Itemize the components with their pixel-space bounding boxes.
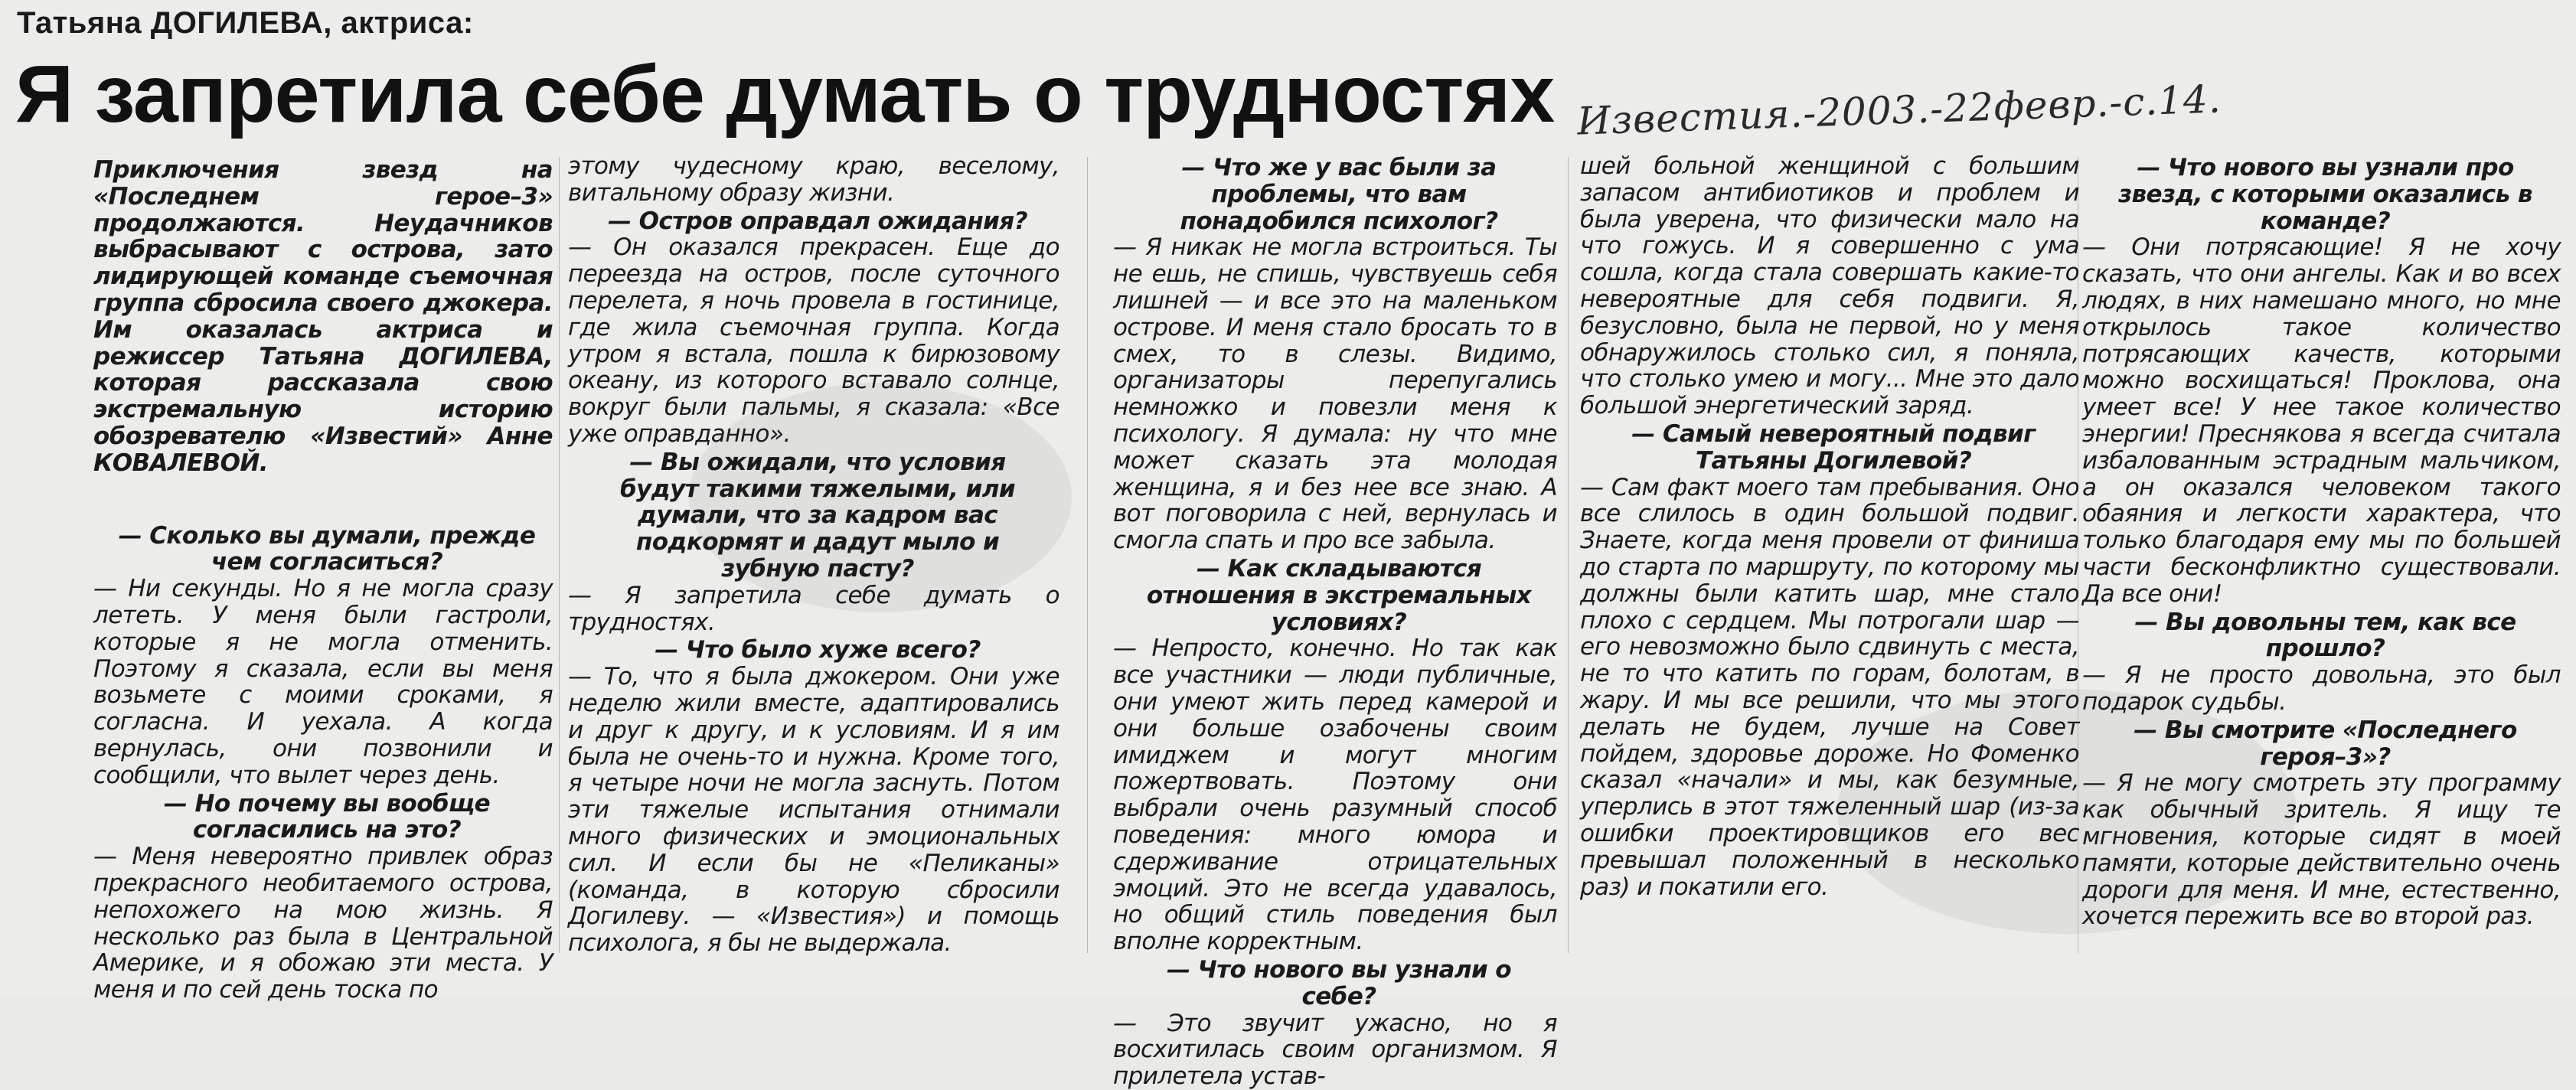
column-1 bbox=[93, 157, 553, 1004]
column-5 bbox=[2082, 153, 2561, 930]
answer: — Я никак не могла встроиться. Ты не ешь, не спишь, чувствуешь себя лишней — и все это на маленьком острове. И меня стало бросать то в смех, то в слезы. Видимо, организаторы перепугались немножко и повезли меня к психологу. Я думала: ну что мне может сказать эта молодая женщина, я и без нее все знаю. А вот поговорила с ней, вернулась и смогла спать и про все забыла. bbox=[1113, 233, 1557, 555]
answer: — Я не просто довольна, это был подарок судьбы. bbox=[2082, 661, 2561, 716]
answer: — Меня невероятно привлек образ прекрасного необитаемого острова, непохожего на мою жизнь. Я несколько раз была в Центральной Америке, и я обожаю эти места. У меня и по сей день тоска по bbox=[93, 843, 553, 1004]
question: — Сколько вы думали, прежде чем согласиться? bbox=[118, 521, 536, 576]
answer: — Я не могу смотреть эту программу как обычный зритель. Я ищу те мгновения, которые сидят в моей памяти, которые действительно очень дороги для меня. И мне, естественно, хочется пережить все во второй раз. bbox=[2082, 769, 2561, 931]
answer: — Ни секунды. Но я не могла сразу лететь. У меня были гастроли, которые я не могла отменить. Поэтому я сказала, если вы меня возьмете с моими сроками, я согласна. И уехала. А когда вернулась, они позвонили и сообщили, что вылет через день. bbox=[93, 575, 553, 789]
question: — Вы ожидали, что условия будут такими тяжелыми, или думали, что за кадром вас подкормят и дадут мыло и зубную пасту? bbox=[619, 448, 1016, 583]
answer: — Они потрясающие! Я не хочу сказать, что они ангелы. Как и во всех людях, в них намешано много, но мне открылось такое количество потрясающих качеств, которыми можно восхищаться! Проклова, она умеет все! У нее такое количество энергии! Преснякова я всегда считала избалованным эстрадным мальчиком, а он оказался человеком такого обаяния и легкости характера, что только благодаря ему мы по большей части бесконфликтно существовали. Да все они! bbox=[2082, 233, 2561, 608]
article-header bbox=[17, 6, 474, 41]
column-rule bbox=[1087, 157, 1088, 953]
question: — Самый невероятный подвиг Татьяны Догилевой? bbox=[1631, 419, 2036, 475]
answer: — Это звучит ужасно, но я восхитилась своим организмом. Я прилетела устав- bbox=[1113, 1009, 1557, 1090]
column-rule bbox=[1568, 157, 1569, 953]
answer: — Непросто, конечно. Но так как все участники — люди публичные, они умеют жить перед камерой и они больше озабочены своим имиджем и могут многим пожертвовать. Поэтому они выбрали очень разумный способ поведения: много юмора и сдерживание отрицательных эмоций. Это не всегда удавалось, но общий стиль поведения был вполне корректным. bbox=[1113, 635, 1557, 956]
question: — Вы смотрите «Последнего героя–3»? bbox=[2134, 716, 2517, 771]
question: — Как складываются отношения в экстремальных условиях? bbox=[1146, 554, 1532, 636]
answer: — То, что я была джокером. Они уже неделю жили вместе, адаптировались и друг к другу, и к условиям. И я им была не очень-то и нужна. Кроме того, я четыре ночи не могла заснуть. Потом эти тяжелые испытания отнимали много физических и эмоциональных сил. И если бы не «Пеликаны» (команда, в которую сбросили Догилеву. — «Известия») и помощь психолога, я бы не выдержала. bbox=[568, 663, 1059, 958]
answer: — Сам факт моего там пребывания. Оно все слилось в один большой подвиг. Знаете, когда меня провели от финиша до старта по маршруту, по которому мы должны были катить шар, мне стало плохо с сердцем. Мы потрогали шар — его невозможно было сдвинуть с места, не то что катить по горам, болотам, в жару. И мы все решили, что мы этого делать не будем, лучше на Совет пойдем, здоровье дороже. Но Фоменко сказал «начали» и мы, как безумные, уперлись в этот тяжеленный шар (из-за ошибки проектировщиков его вес превышал положенный в несколько раз) и покатили его. bbox=[1580, 473, 2079, 901]
question: — Что нового вы узнали о себе? bbox=[1167, 955, 1511, 1010]
column-4 bbox=[1580, 153, 2079, 900]
answer: шей больной женщиной с большим запасом антибиотиков и проблем и была уверена, что физически мало на что гожусь. И я совершенно с ума сошла, когда стала совершать какие-то невероятные для себя подвиги. Я, безусловно, была не первой, но у меня обнаружилось столько сил, я поняла, что столько умею и могу... Мне это дало большой энергетический заряд. bbox=[1580, 152, 2079, 420]
column-rule bbox=[559, 157, 560, 953]
question: — Что нового вы узнали про звезд, с которыми оказались в команде? bbox=[2118, 154, 2532, 235]
question: — Вы довольны тем, как все прошло? bbox=[2134, 608, 2516, 663]
question: — Что было хуже всего? bbox=[655, 636, 981, 664]
column-3 bbox=[1113, 153, 1557, 1090]
answer: — Он оказался прекрасен. Еще до переезда на остров, после суточного перелета, я ночь провела в гостинице, где жила съемочная группа. Когда утром я встала, пошла к бирюзовому океану, из которого вставало солнце, вокруг были пальмы, я сказала: «Все уже оправданно». bbox=[568, 233, 1059, 448]
rubric: Татьяна ДОГИЛЕВА, актриса: bbox=[17, 6, 474, 40]
question: — Остров оправдал ожидания? bbox=[608, 207, 1027, 235]
question: — Но почему вы вообще согласились на это? bbox=[163, 789, 491, 844]
handwritten-note: Известия.-2003.-22февр.-с.14. bbox=[1576, 77, 2222, 144]
column-2 bbox=[568, 153, 1059, 957]
lead-paragraph: Приключения звезд на «Последнем герое–3» продолжаются. Неудачников выбрасывают с острова, зато лидирующей команде съемочная группа сбросила своего джокера. Им оказалась актриса и режиссер Татьяна ДОГИЛЕВА, которая рассказала свою экстремальную историю обозревателю «Известий» Анне КОВАЛЕВОЙ. bbox=[93, 156, 553, 477]
answer: — Я запретила себе думать о трудностях. bbox=[568, 581, 1059, 636]
headline: Я запретила себе думать о трудностях bbox=[15, 49, 1555, 139]
question: — Что же у вас были за проблемы, что вам понадобился психолог? bbox=[1180, 154, 1498, 235]
answer: этому чудесному краю, веселому, витальному образу жизни. bbox=[568, 152, 1059, 207]
